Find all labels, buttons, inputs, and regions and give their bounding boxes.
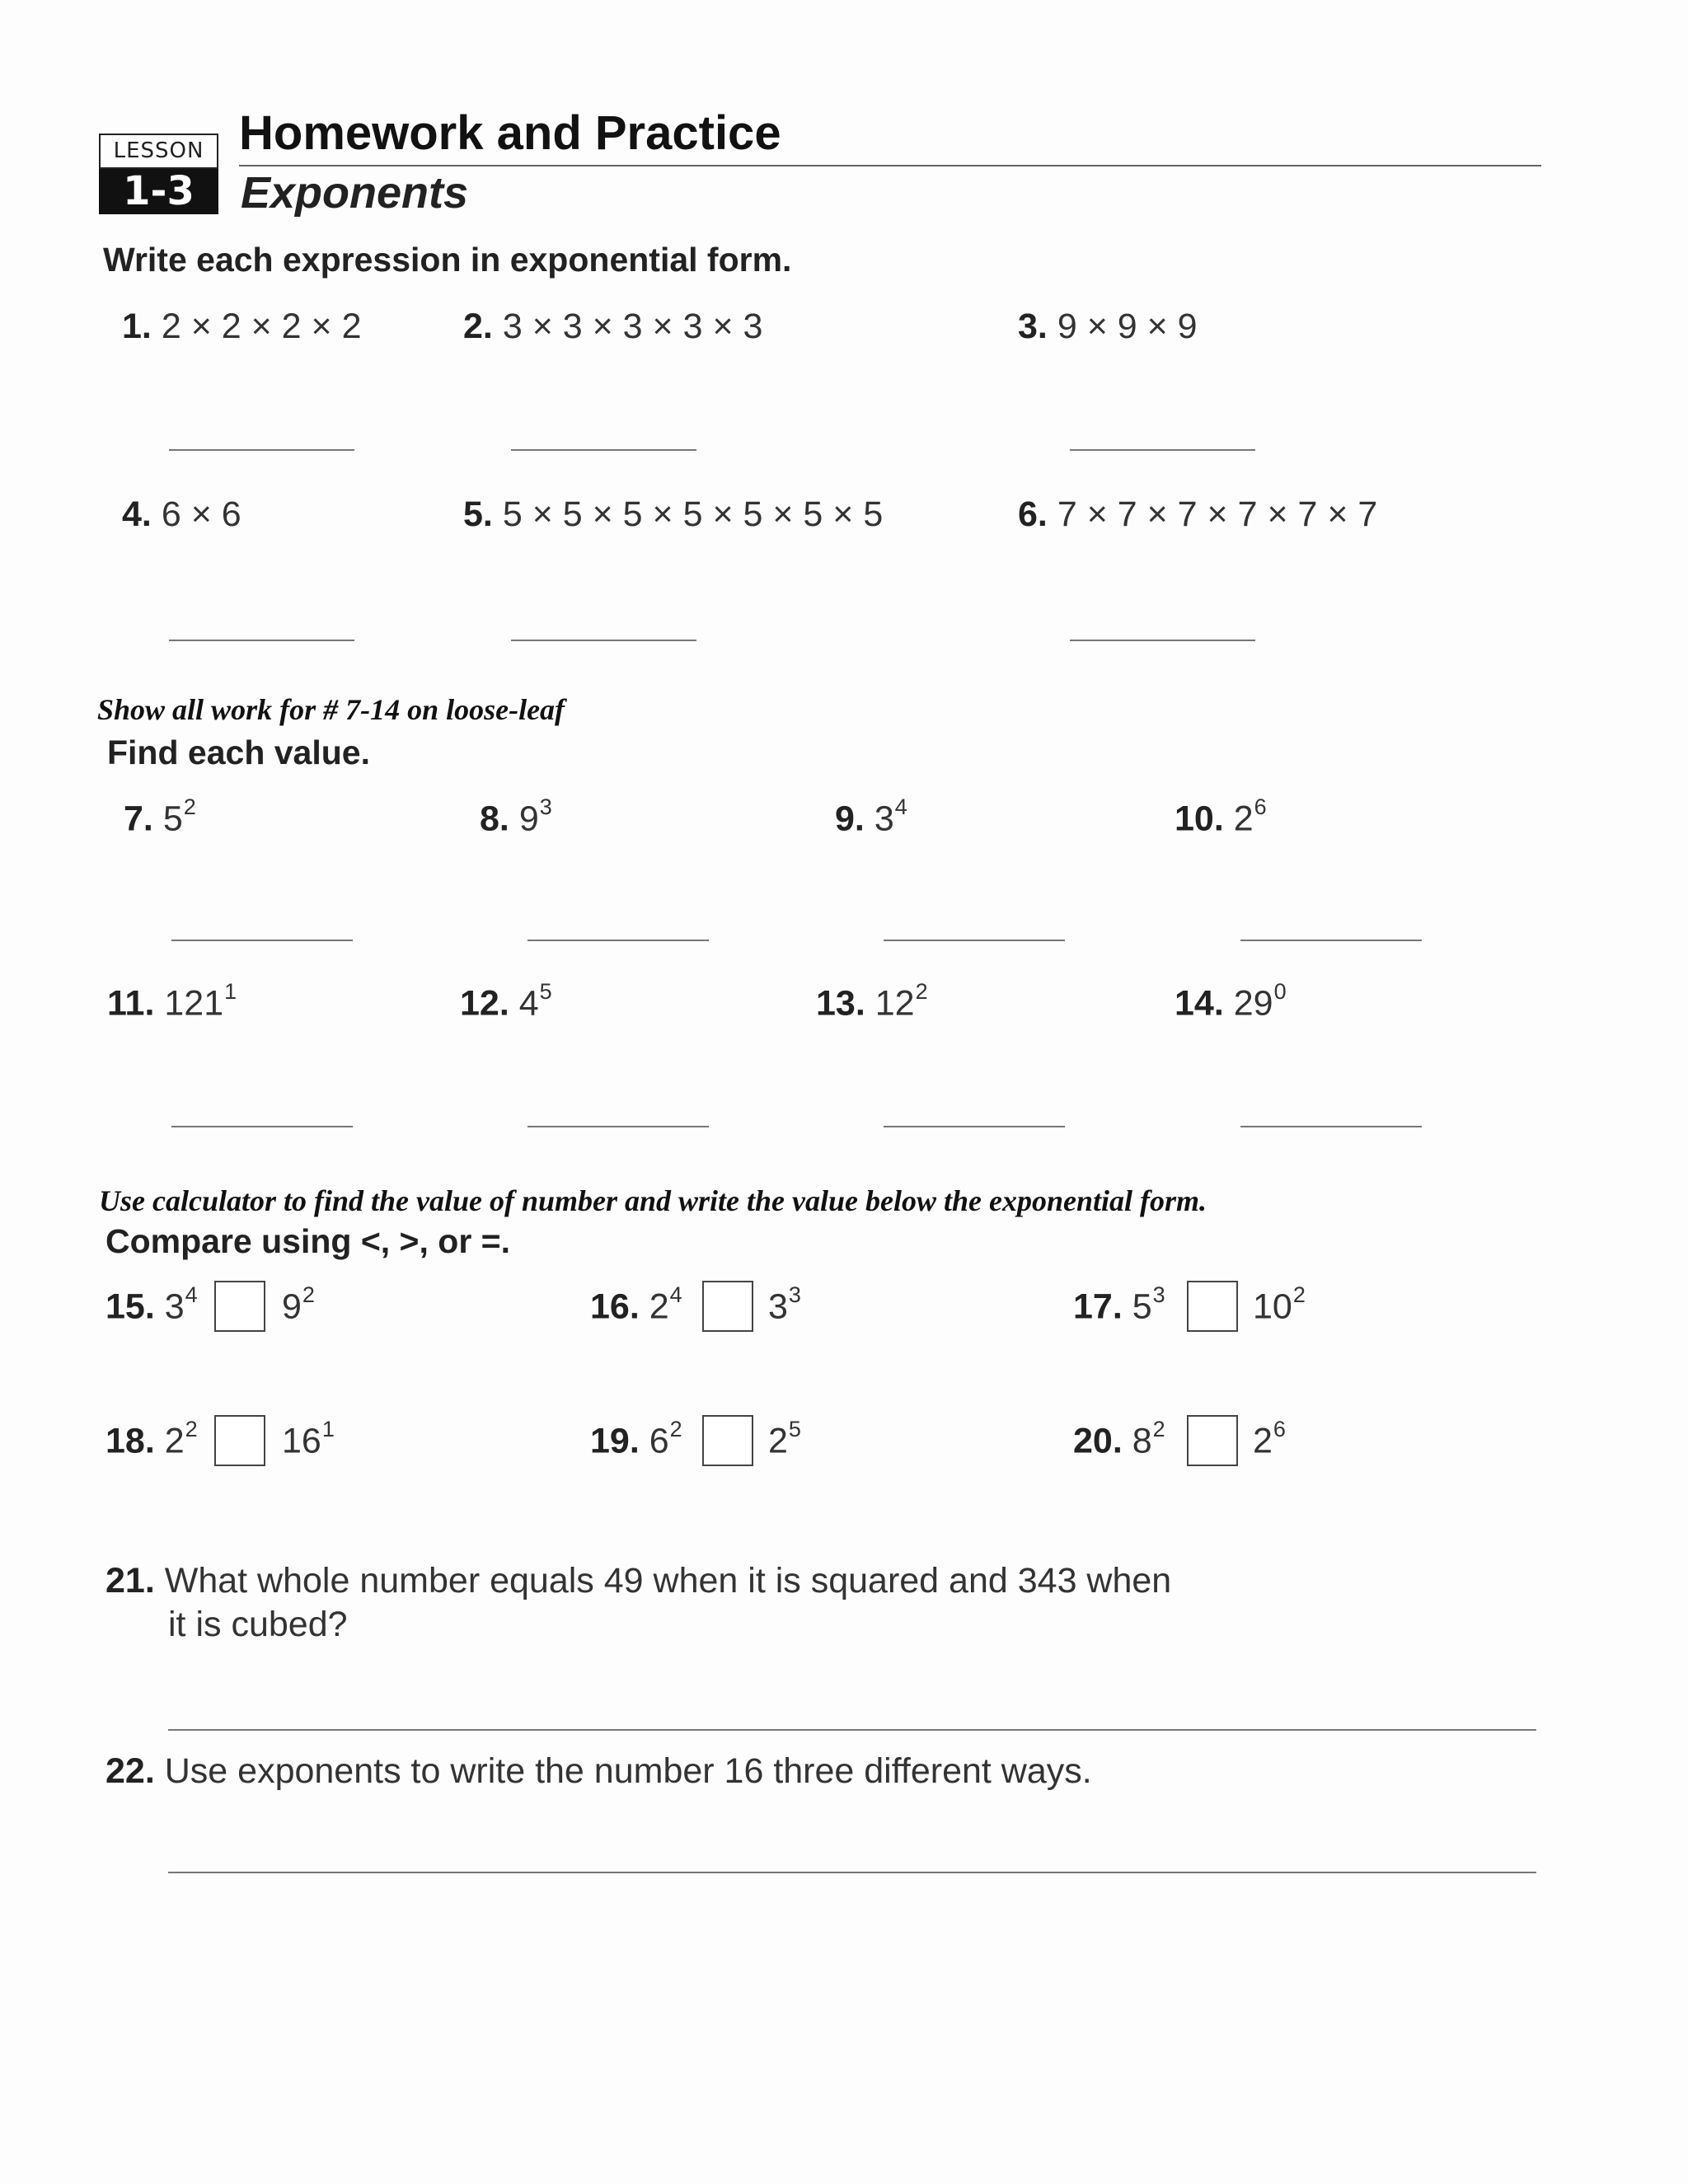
answer-blank-14[interactable] <box>1240 1126 1422 1127</box>
problem-18-left <box>106 1417 198 1461</box>
problem-16-left <box>590 1282 682 1327</box>
problem-base: 5 <box>162 799 183 839</box>
problem-19-left <box>590 1417 682 1461</box>
problem-17-right <box>1253 1282 1306 1327</box>
problem-exponent: 5 <box>539 979 552 1004</box>
problem-17-left <box>1073 1282 1165 1327</box>
problem-number: 12. <box>460 983 509 1024</box>
problem-expression: 9 × 9 × 9 <box>1057 307 1198 346</box>
right-base: 3 <box>768 1286 788 1327</box>
problem-13 <box>816 979 928 1024</box>
problem-16-right <box>768 1282 801 1327</box>
right-exponent: 5 <box>788 1417 801 1441</box>
answer-blank-8[interactable] <box>528 940 709 941</box>
problem-3 <box>1018 307 1198 347</box>
problem-exponent: 6 <box>1254 794 1267 819</box>
problem-2 <box>463 307 762 347</box>
problem-exponent: 4 <box>894 794 907 819</box>
problem-base: 12 <box>874 983 915 1024</box>
lesson-number: 1-3 <box>99 169 218 214</box>
problem-18-right <box>282 1417 335 1461</box>
right-exponent: 2 <box>302 1282 315 1307</box>
problem-text-line-1: Use exponents to write the number 16 three different ways. <box>164 1751 1092 1791</box>
problem-exponent: 0 <box>1273 979 1287 1004</box>
left-base: 5 <box>1132 1286 1152 1327</box>
answer-blank-3[interactable] <box>1070 449 1255 451</box>
problem-expression: 5 × 5 × 5 × 5 × 5 × 5 × 5 <box>502 494 884 534</box>
compare-answer-box-18[interactable] <box>214 1415 265 1466</box>
problem-11 <box>107 979 237 1024</box>
right-base: 2 <box>768 1421 788 1461</box>
problem-22 <box>106 1750 1342 1793</box>
problem-7 <box>124 794 196 839</box>
problem-number: 4. <box>122 494 152 534</box>
problem-12 <box>460 979 552 1024</box>
left-base: 3 <box>164 1286 185 1327</box>
problem-base: 4 <box>518 983 539 1024</box>
title-divider <box>239 165 1541 166</box>
problem-number: 20. <box>1073 1421 1123 1461</box>
left-exponent: 2 <box>1152 1417 1165 1441</box>
left-exponent: 2 <box>185 1417 198 1441</box>
problem-9 <box>835 794 907 839</box>
problem-number: 15. <box>106 1286 155 1327</box>
left-base: 6 <box>649 1421 669 1461</box>
problem-base: 9 <box>518 799 539 839</box>
problem-1 <box>122 307 362 347</box>
problem-number: 14. <box>1175 983 1224 1024</box>
compare-answer-box-19[interactable] <box>702 1415 753 1466</box>
left-exponent: 4 <box>669 1282 682 1307</box>
problem-number: 11. <box>107 983 155 1024</box>
problem-15-right <box>282 1282 315 1327</box>
lesson-label: LESSON <box>99 134 218 169</box>
problem-number: 17. <box>1073 1286 1123 1327</box>
right-base: 10 <box>1253 1286 1292 1327</box>
problem-number: 8. <box>480 799 509 839</box>
problem-21 <box>106 1559 1342 1647</box>
problem-exponent: 2 <box>915 979 928 1004</box>
answer-blank-13[interactable] <box>884 1126 1065 1127</box>
left-base: 2 <box>164 1421 185 1461</box>
problem-expression: 3 × 3 × 3 × 3 × 3 <box>502 307 763 346</box>
answer-line-21[interactable] <box>168 1729 1536 1731</box>
section-heading-exponential-form: Write each expression in exponential form. <box>103 241 792 279</box>
compare-answer-box-16[interactable] <box>702 1281 753 1332</box>
answer-blank-10[interactable] <box>1240 940 1422 941</box>
problem-14 <box>1175 979 1287 1024</box>
problem-base: 3 <box>874 799 894 839</box>
section-heading-compare: Compare using <, >, or =. <box>106 1222 510 1260</box>
problem-expression: 6 × 6 <box>161 494 241 534</box>
right-exponent: 6 <box>1273 1417 1286 1441</box>
instruction-note-loose-leaf: Show all work for # 7-14 on loose-leaf <box>97 693 565 726</box>
page-subtitle: Exponents <box>241 168 469 218</box>
answer-blank-9[interactable] <box>884 940 1065 941</box>
left-base: 2 <box>649 1286 669 1327</box>
answer-line-22[interactable] <box>168 1872 1536 1873</box>
answer-blank-5[interactable] <box>511 640 696 641</box>
left-base: 8 <box>1132 1421 1152 1461</box>
problem-number: 2. <box>463 307 493 346</box>
compare-answer-box-17[interactable] <box>1187 1281 1238 1332</box>
problem-8 <box>480 794 552 839</box>
left-exponent: 4 <box>185 1282 198 1307</box>
problem-exponent: 3 <box>539 794 552 819</box>
problem-text-line-1: What whole number equals 49 when it is squared and 343 when <box>164 1561 1172 1601</box>
problem-20-right <box>1253 1417 1286 1461</box>
problem-base: 121 <box>164 983 224 1024</box>
problem-number: 1. <box>122 307 152 346</box>
problem-10 <box>1175 794 1267 839</box>
problem-number: 9. <box>835 799 865 839</box>
instruction-note-calculator: Use calculator to find the value of number and write the value below the exponential form. <box>99 1184 1207 1217</box>
answer-blank-1[interactable] <box>169 449 354 451</box>
problem-number: 7. <box>124 799 153 839</box>
problem-5 <box>463 494 883 535</box>
problem-exponent: 1 <box>224 979 237 1004</box>
problem-20-left <box>1073 1417 1165 1461</box>
answer-blank-7[interactable] <box>171 940 353 941</box>
problem-number: 10. <box>1175 799 1224 839</box>
compare-answer-box-15[interactable] <box>214 1281 265 1332</box>
problem-base: 2 <box>1233 799 1254 839</box>
page-title: Homework and Practice <box>239 106 781 160</box>
problem-number: 5. <box>463 494 493 534</box>
answer-blank-2[interactable] <box>511 449 696 451</box>
problem-number: 16. <box>590 1286 640 1327</box>
answer-blank-4[interactable] <box>169 640 354 641</box>
problem-number: 13. <box>816 983 865 1024</box>
answer-blank-6[interactable] <box>1070 640 1255 641</box>
problem-number: 21. <box>106 1561 155 1601</box>
right-exponent: 2 <box>1292 1282 1306 1307</box>
problem-15-left <box>106 1282 198 1327</box>
problem-6 <box>1018 494 1377 535</box>
answer-blank-12[interactable] <box>528 1126 709 1127</box>
problem-exponent: 2 <box>183 794 196 819</box>
right-exponent: 3 <box>788 1282 801 1307</box>
problem-number: 18. <box>106 1421 155 1461</box>
problem-number: 22. <box>106 1751 155 1791</box>
right-exponent: 1 <box>321 1417 335 1441</box>
problem-number: 19. <box>590 1421 640 1461</box>
problem-number: 6. <box>1018 494 1048 534</box>
left-exponent: 3 <box>1152 1282 1165 1307</box>
right-base: 9 <box>282 1286 302 1327</box>
problem-base: 29 <box>1233 983 1273 1024</box>
compare-answer-box-20[interactable] <box>1187 1415 1238 1466</box>
problem-expression: 2 × 2 × 2 × 2 <box>161 307 362 346</box>
problem-4 <box>122 494 241 535</box>
left-exponent: 2 <box>669 1417 682 1441</box>
problem-text-line-2: it is cubed? <box>168 1605 348 1644</box>
problem-number: 3. <box>1018 307 1048 346</box>
right-base: 16 <box>282 1421 321 1461</box>
right-base: 2 <box>1253 1421 1273 1461</box>
problem-expression: 7 × 7 × 7 × 7 × 7 × 7 <box>1057 494 1378 534</box>
problem-19-right <box>768 1417 801 1461</box>
answer-blank-11[interactable] <box>171 1126 353 1127</box>
section-heading-find-value: Find each value. <box>107 733 370 771</box>
